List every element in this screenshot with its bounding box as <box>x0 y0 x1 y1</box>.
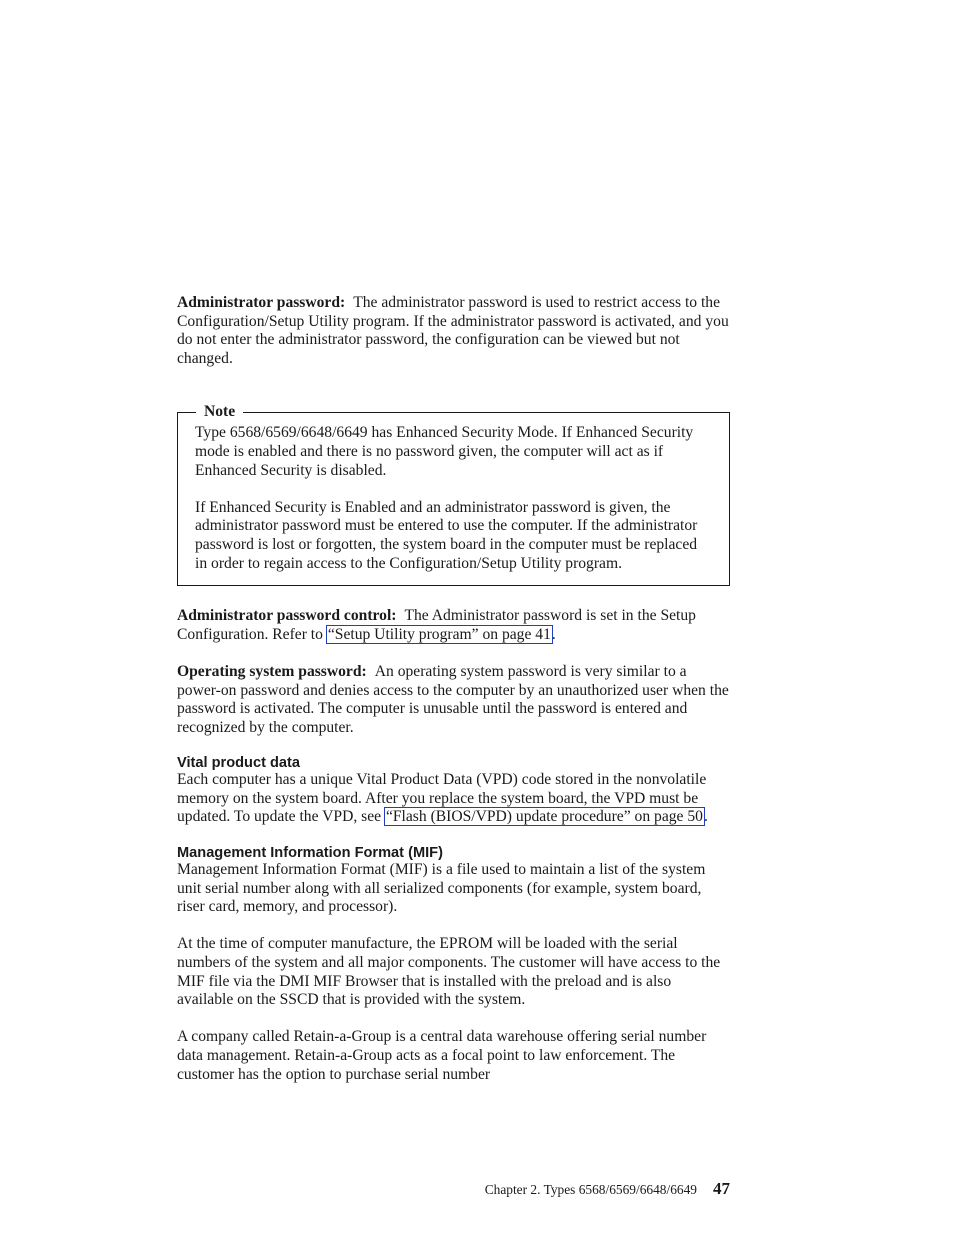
admin-password-control-term: Administrator password control: <box>177 607 397 625</box>
os-password-term: Operating system password: <box>177 662 367 680</box>
vpd-paragraph <box>177 771 730 827</box>
flash-update-link[interactable]: “Flash (BIOS/VPD) update procedure” on page 50 <box>385 808 703 826</box>
footer-chapter: Chapter 2. Types 6568/6569/6648/6649 <box>484 1182 697 1197</box>
setup-utility-link[interactable]: “Setup Utility program” on page 41 <box>327 625 551 643</box>
page-number: 47 <box>713 1179 730 1198</box>
mif-paragraph-2: At the time of computer manufacture, the EPROM will be loaded with the serial numbers of the system and all major components. The customer will have access to the MIF file via the DMI MIF Browser that is installed with the preload and is also available on the SSCD that is provided with the system. <box>177 935 721 1009</box>
note-title: Note <box>196 402 243 422</box>
mif-paragraph-1: Management Information Format (MIF) is a file used to maintain a list of the system unit serial number along with all serialized components (for example, system board, riser card, memory, and processor). <box>177 861 706 916</box>
note-paragraph-1: Type 6568/6569/6648/6649 has Enhanced Security Mode. If Enhanced Security mode is enabled and there is no password given, the computer will act as if Enhanced Security is disabled. <box>195 424 694 479</box>
admin-password-paragraph <box>177 294 730 368</box>
os-password-paragraph <box>177 663 730 737</box>
vpd-heading: Vital product data <box>177 755 300 772</box>
page-content <box>177 294 730 1084</box>
vpd-period: . <box>703 808 708 826</box>
mif-heading: Management Information Format (MIF) <box>177 845 443 862</box>
admin-password-text: The administrator password is used to restrict access to the Configuration/Setup Utility program. If the administrator password is activated, and you do not enter the administrator password, the configuration can be viewed but not changed. <box>177 294 729 367</box>
os-password-text: An operating system password is very similar to a power-on password and denies access to the computer by an unauthorized user when the password is activated. The computer is unusable until the password is entered and recognized by the computer. <box>177 662 729 736</box>
note-box <box>177 403 730 586</box>
admin-password-term: Administrator password: <box>177 294 346 311</box>
admin-password-control-period: . <box>551 625 556 643</box>
admin-password-control-paragraph <box>177 607 730 644</box>
vpd-text: Each computer has a unique Vital Product Data (VPD) code stored in the nonvolatile memory on the system board. After you replace the system board, the VPD must be updated. To update the VPD, see <box>177 771 707 826</box>
mif-paragraph-3: A company called Retain-a-Group is a central data warehouse offering serial number data management. Retain-a-Group acts as a focal point to law enforcement. The customer has the option to purchase serial number <box>177 1028 707 1083</box>
page-footer <box>177 1178 730 1201</box>
admin-password-control-text: The Administrator password is set in the Setup Configuration. Refer to <box>177 607 696 643</box>
note-paragraph-2: If Enhanced Security is Enabled and an administrator password is given, the administrator password must be entered to use the computer. If the administrator password is lost or forgotten, the system board in the computer must be replaced in order to regain access to the Configuration/Setup Utility program. <box>195 498 698 572</box>
